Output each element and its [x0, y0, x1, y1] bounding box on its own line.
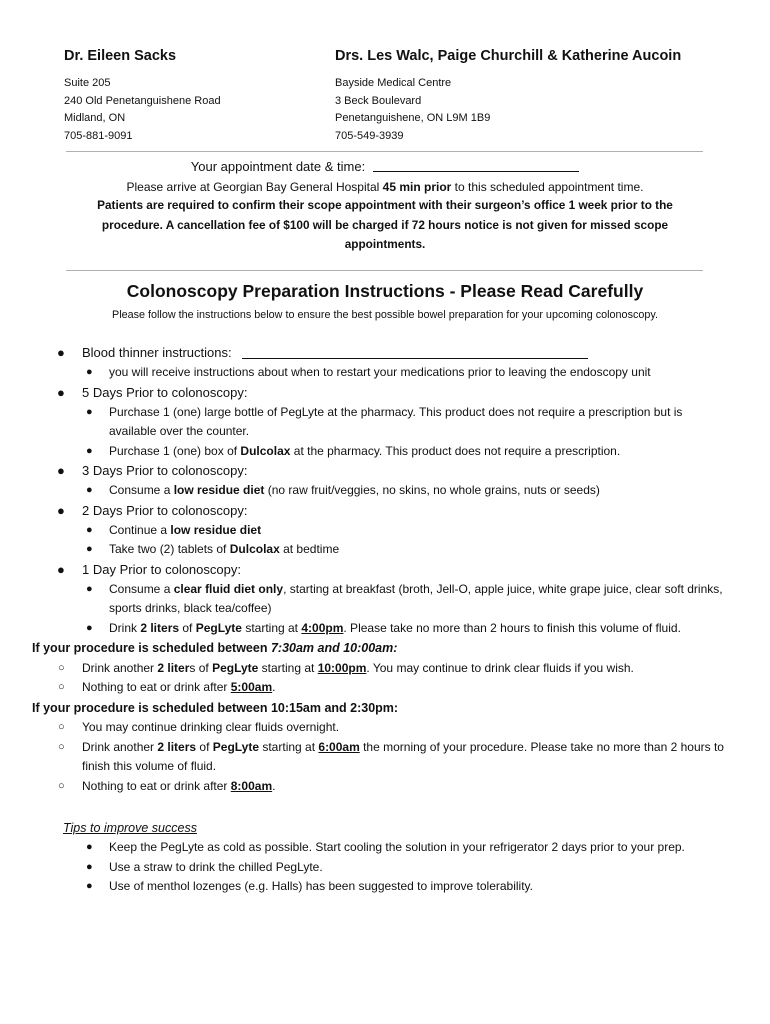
instruction-text: at the pharmacy. This product does not require a prescription.: [290, 443, 621, 458]
hollow-bullet-icon: ○: [58, 661, 65, 674]
instruction-text: Consume a: [109, 483, 174, 497]
list-item-2-days: [0, 501, 770, 521]
sub-item: [0, 580, 770, 619]
bullet-icon: ●: [86, 405, 93, 418]
instruction-text: starting at: [258, 660, 318, 675]
instruction-text: .: [272, 778, 276, 793]
instruction-bold: Dulcolax: [240, 443, 291, 458]
bullet-icon: ●: [57, 463, 65, 478]
address-line: Midland, ON: [64, 112, 126, 124]
appointment-date-blank[interactable]: [373, 159, 579, 172]
instructions-list: [0, 343, 770, 897]
instruction-bold: low residue diet: [173, 483, 265, 497]
blood-thinner-label: Blood thinner instructions:: [82, 345, 232, 360]
instruction-bold: PegLyte: [195, 620, 242, 635]
tips-heading: Tips to improve success: [63, 821, 197, 835]
tip-item: [0, 838, 770, 858]
instruction-time: 5:00am: [230, 680, 273, 694]
sub-item: [0, 738, 770, 777]
instruction-text: (no raw fruit/veggies, no skins, no whole grains, nuts or seeds): [264, 483, 600, 497]
appointment-block: [0, 159, 770, 255]
instruction-text: Drink another: [82, 739, 158, 754]
instruction-bold: low residue diet: [170, 522, 262, 537]
instruction-text: .: [272, 680, 276, 694]
instruction-text: You may continue drinking clear fluids overnight.: [82, 720, 340, 734]
instruction-time: 10:00pm: [317, 660, 367, 675]
hollow-bullet-icon: ○: [58, 721, 65, 733]
header-right-block: [335, 48, 755, 145]
section-heading: 2 Days Prior to colonoscopy:: [82, 502, 248, 518]
sub-item: [0, 403, 770, 442]
address-line: Suite 205: [64, 77, 111, 89]
sub-item: [0, 659, 770, 679]
bullet-icon: ●: [57, 345, 65, 360]
section-heading: 5 Days Prior to colonoscopy:: [82, 384, 248, 400]
sub-item: [0, 442, 770, 462]
list-item-blood-thinner: [0, 343, 770, 363]
instruction-text: Nothing to eat or drink after: [82, 680, 231, 694]
address-line: 3 Beck Boulevard: [335, 94, 422, 107]
hollow-bullet-icon: ○: [58, 779, 65, 792]
instruction-text: . You may continue to drink clear fluids if you wish.: [366, 660, 634, 675]
sub-item: [0, 619, 770, 639]
arrival-instruction: [0, 180, 770, 194]
list-item-5-days: [0, 383, 770, 403]
instruction-text: of: [196, 739, 213, 754]
bullet-icon: ●: [86, 621, 93, 634]
address-line: Penetanguishene, ON L9M 1B9: [335, 112, 491, 124]
instruction-bold: 2 liters: [140, 620, 180, 635]
instruction-bold: PegLyte: [212, 660, 259, 675]
instruction-bold: 2 liter: [157, 660, 190, 675]
blood-thinner-blank[interactable]: [242, 345, 588, 359]
page-title: Colonoscopy Preparation Instructions - Please Read Carefully: [126, 281, 644, 301]
bullet-icon: ●: [86, 841, 93, 853]
section-heading: 3 Days Prior to colonoscopy:: [82, 463, 248, 478]
instruction-text: the morning of your procedure. Please take no more than 2 hours to finish this volume of fluid.: [82, 739, 724, 773]
page-subtitle: Please follow the instructions below to ensure the best possible bowel preparation for your upcoming colonoscopy.: [112, 309, 658, 321]
instruction-text: Consume a: [109, 581, 174, 596]
instruction-bold: PegLyte: [212, 739, 260, 754]
instruction-text: Purchase 1 (one) large bottle of PegLyte at the pharmacy. This product does not require a prescription but is available over the counter.: [109, 404, 683, 438]
instruction-text: of: [179, 620, 196, 635]
instruction-text: , starting at breakfast (broth, Jell-O, apple juice, white grape juice, clear soft drinks, sports drinks, black tea/coffee): [109, 581, 723, 615]
hollow-bullet-icon: ○: [58, 681, 65, 693]
sub-item: [0, 777, 770, 797]
phone-number: 705-549-3939: [335, 129, 404, 142]
bullet-icon: ●: [57, 561, 65, 577]
section-heading: 1 Day Prior to colonoscopy:: [82, 561, 241, 577]
bullet-icon: ●: [86, 860, 93, 873]
instruction-text: s of: [189, 660, 213, 675]
phone-number: 705-881-9091: [64, 129, 133, 142]
instruction-text: Nothing to eat or drink after: [82, 778, 231, 793]
address-line: Bayside Medical Centre: [335, 77, 452, 89]
doctor-name-left: Dr. Eileen Sacks: [64, 48, 177, 64]
sub-item: [0, 481, 770, 501]
instruction-time: 6:00am: [318, 739, 360, 754]
sub-item: [0, 363, 770, 383]
appointment-line: [0, 159, 770, 174]
instruction-time: 8:00am: [230, 778, 273, 793]
bullet-icon: ●: [57, 384, 65, 400]
sub-item: [0, 718, 770, 738]
arrival-text: Please arrive at Georgian Bay General Hospital: [126, 180, 383, 194]
tip-text: Use a straw to drink the chilled PegLyte.: [109, 859, 323, 874]
sub-item: [0, 678, 770, 698]
bullet-icon: ●: [86, 484, 93, 496]
divider: [66, 151, 703, 152]
bullet-icon: ●: [86, 366, 93, 378]
instruction-text: starting at: [259, 739, 319, 754]
instruction-time: 4:00pm: [301, 620, 344, 635]
doctor-names-right: Drs. Les Walc, Paige Churchill & Katherine Aucoin: [335, 48, 682, 64]
sub-item: [0, 540, 770, 560]
bullet-icon: ●: [86, 444, 93, 457]
bullet-icon: ●: [86, 582, 93, 595]
instruction-text: Drink another: [82, 660, 158, 675]
divider: [66, 270, 703, 271]
list-item-1-day: [0, 560, 770, 580]
appointment-label: Your appointment date & time:: [190, 159, 366, 174]
instruction-text: Take two (2) tablets of: [109, 542, 230, 556]
bullet-icon: ●: [57, 502, 65, 518]
confirmation-notice: Patients are required to confirm their scope appointment with their surgeon’s office 1 week prior to the procedure. A cancellation fee of $100 will be charged if 72 hours notice is not given for missed scope appointments.: [97, 198, 673, 251]
tip-item: [0, 858, 770, 878]
instruction-bold: Dulcolax: [229, 542, 280, 556]
tip-item: [0, 877, 770, 897]
instruction-text: . Please take no more than 2 hours to finish this volume of fluid.: [343, 620, 681, 635]
list-item-3-days: [0, 461, 770, 481]
arrival-bold: 45 min prior: [382, 180, 452, 194]
section-heading-text: If your procedure is scheduled between: [32, 641, 271, 655]
section-heading-times: 7:30am and 10:00am:: [270, 641, 398, 655]
bullet-icon: ●: [86, 523, 93, 536]
section-heading-afternoon: If your procedure is scheduled between 10:15am and 2:30pm:: [32, 700, 399, 715]
bullet-icon: ●: [86, 543, 93, 555]
tip-text: Use of menthol lozenges (e.g. Halls) has been suggested to improve tolerability.: [109, 879, 534, 893]
tip-text: Keep the PegLyte as cold as possible. Start cooling the solution in your refrigerator 2 days prior to your prep.: [109, 840, 685, 854]
hollow-bullet-icon: ○: [58, 740, 65, 753]
blood-thinner-note: you will receive instructions about when to restart your medications prior to leaving the endoscopy unit: [109, 365, 651, 379]
section-heading-morning: [0, 638, 770, 659]
instruction-text: starting at: [241, 620, 302, 635]
sub-item: [0, 521, 770, 541]
instruction-text: at bedtime: [279, 542, 340, 556]
header-left-block: [64, 48, 314, 145]
instruction-text: Purchase 1 (one) box of: [109, 443, 241, 458]
instruction-text: Drink: [109, 620, 141, 635]
instruction-text: Continue a: [109, 522, 171, 537]
arrival-text: to this scheduled appointment time.: [451, 180, 644, 194]
instruction-bold: clear fluid diet only: [173, 581, 284, 596]
instruction-bold: 2 liters: [157, 739, 197, 754]
bullet-icon: ●: [86, 880, 93, 892]
address-line: 240 Old Penetanguishene Road: [64, 94, 221, 107]
